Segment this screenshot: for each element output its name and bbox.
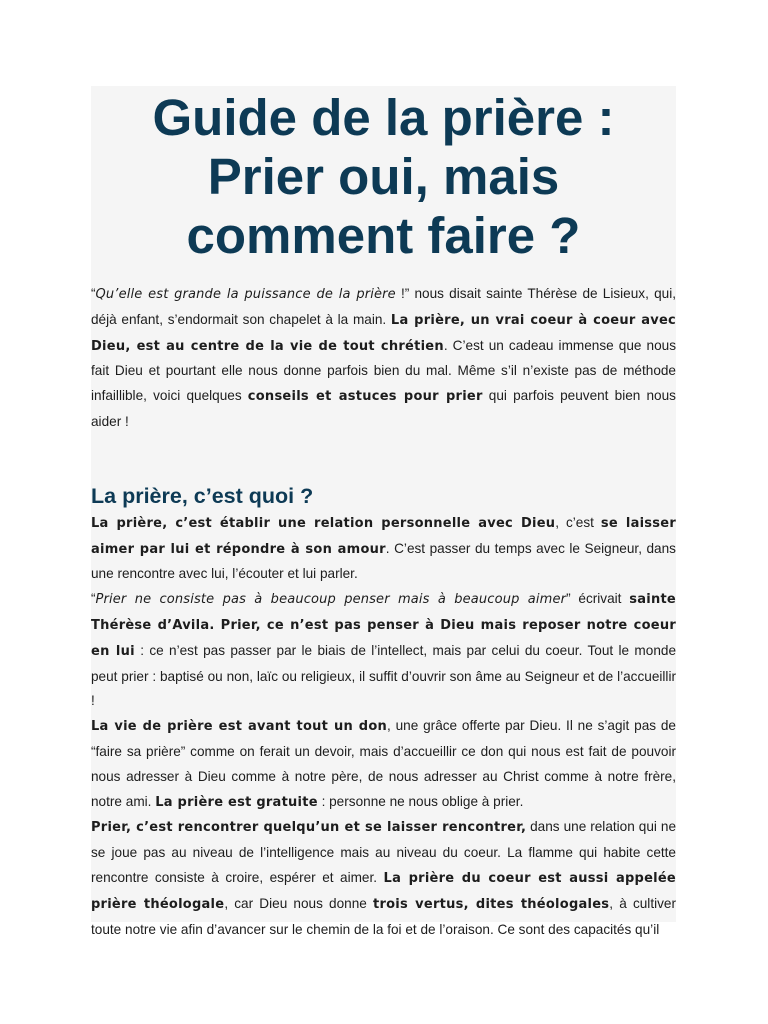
bold-text: La vie de prière est avant tout un don [91, 719, 388, 735]
body-text: : ce n’est pas passer par le biais de l’intellect, mais par celui du coeur. Tout le monde peut prier : baptisé ou non, laïc ou religieux, il suffit d’ouvrir son âme au Seigneur et de l’accueillir ! [91, 642, 677, 709]
title-line-2: Prier oui, mais [207, 148, 560, 205]
bold-text: trois vertus, dites théologales [373, 896, 610, 912]
quote-mark: “ [91, 591, 96, 607]
section-paragraph-3 [91, 714, 676, 815]
body-text: : personne ne nous oblige à prier. [317, 793, 524, 809]
intro-paragraph [91, 282, 676, 435]
title-line-1: Guide de la prière : [152, 89, 615, 146]
intro-text: !” nous disait sainte Thérèse de Lisieux, qui, déjà enfant, s’endormait son chapelet à la main. [91, 286, 676, 327]
body-text: , une grâce offerte par Dieu. Il ne s’agit pas de “faire sa prière” comme on ferait un devoir, mais d’accueillir ce don qui nous est fait de pouvoir nous adresser à Dieu comme à notre père, de nous adresser au Christ comme à notre frère, notre ami. [91, 718, 676, 809]
intro-bold-text: conseils et astuces pour prier [247, 389, 483, 405]
intro-text: qui parfois peuvent bien nous aider ! [91, 388, 676, 429]
body-text: , c’est [555, 514, 601, 530]
bold-text: Prier, c’est rencontrer quelqu’un et se laisser rencontrer, [91, 820, 527, 836]
intro-bold-text: La prière, un vrai coeur à coeur avec Dieu, est au centre de la vie de tout chrétien [91, 312, 676, 354]
bold-text: sainte Thérèse d’Avila. Prier, ce n’est pas penser à Dieu mais reposer notre coeur en lui [91, 592, 676, 659]
body-text: . C’est passer du temps avec le Seigneur, dans une rencontre avec lui, l’écouter et lui parler. [91, 540, 676, 582]
section-paragraph-4 [91, 815, 676, 942]
bold-text: La prière est gratuite [155, 794, 318, 810]
bold-text: se laisser aimer par lui et répondre à son amour [91, 515, 677, 557]
body-text: , à cultiver toute notre vie afin d’avancer sur le chemin de la foi et de l’oraison. Ce sont des capacités qu’il [91, 895, 677, 937]
page-title [91, 86, 676, 265]
title-line-3: comment faire ? [186, 207, 581, 264]
intro-quote: Qu’elle est grande la puissance de la prière [95, 287, 396, 302]
section-heading: La prière, c’est quoi ? [91, 483, 314, 508]
section-paragraph-2 [91, 587, 676, 714]
bold-text: La prière, c’est établir une relation personnelle avec Dieu [91, 515, 556, 531]
body-text: dans une relation qui ne se joue pas au niveau de l’intelligence mais au niveau du coeur. La flamme qui habite cette rencontre consiste à croire, espérer et aimer. [91, 819, 677, 885]
intro-text: . C’est un cadeau immense que nous fait Dieu et pourtant elle nous donne parfois bien du mal. Même s’il n’existe pas de méthode infaillible, voici quelques [91, 337, 676, 404]
body-text: , car Dieu nous donne [224, 895, 373, 911]
article-content [91, 86, 677, 937]
body-text: ” écrivait [566, 591, 630, 607]
quote-mark: “ [91, 286, 96, 301]
section-paragraph-1 [91, 511, 676, 587]
bold-text: La prière du coeur est aussi appelée prière théologale [91, 870, 676, 912]
italic-quote: Prier ne consiste pas à beaucoup penser mais à beaucoup aimer [95, 592, 567, 608]
